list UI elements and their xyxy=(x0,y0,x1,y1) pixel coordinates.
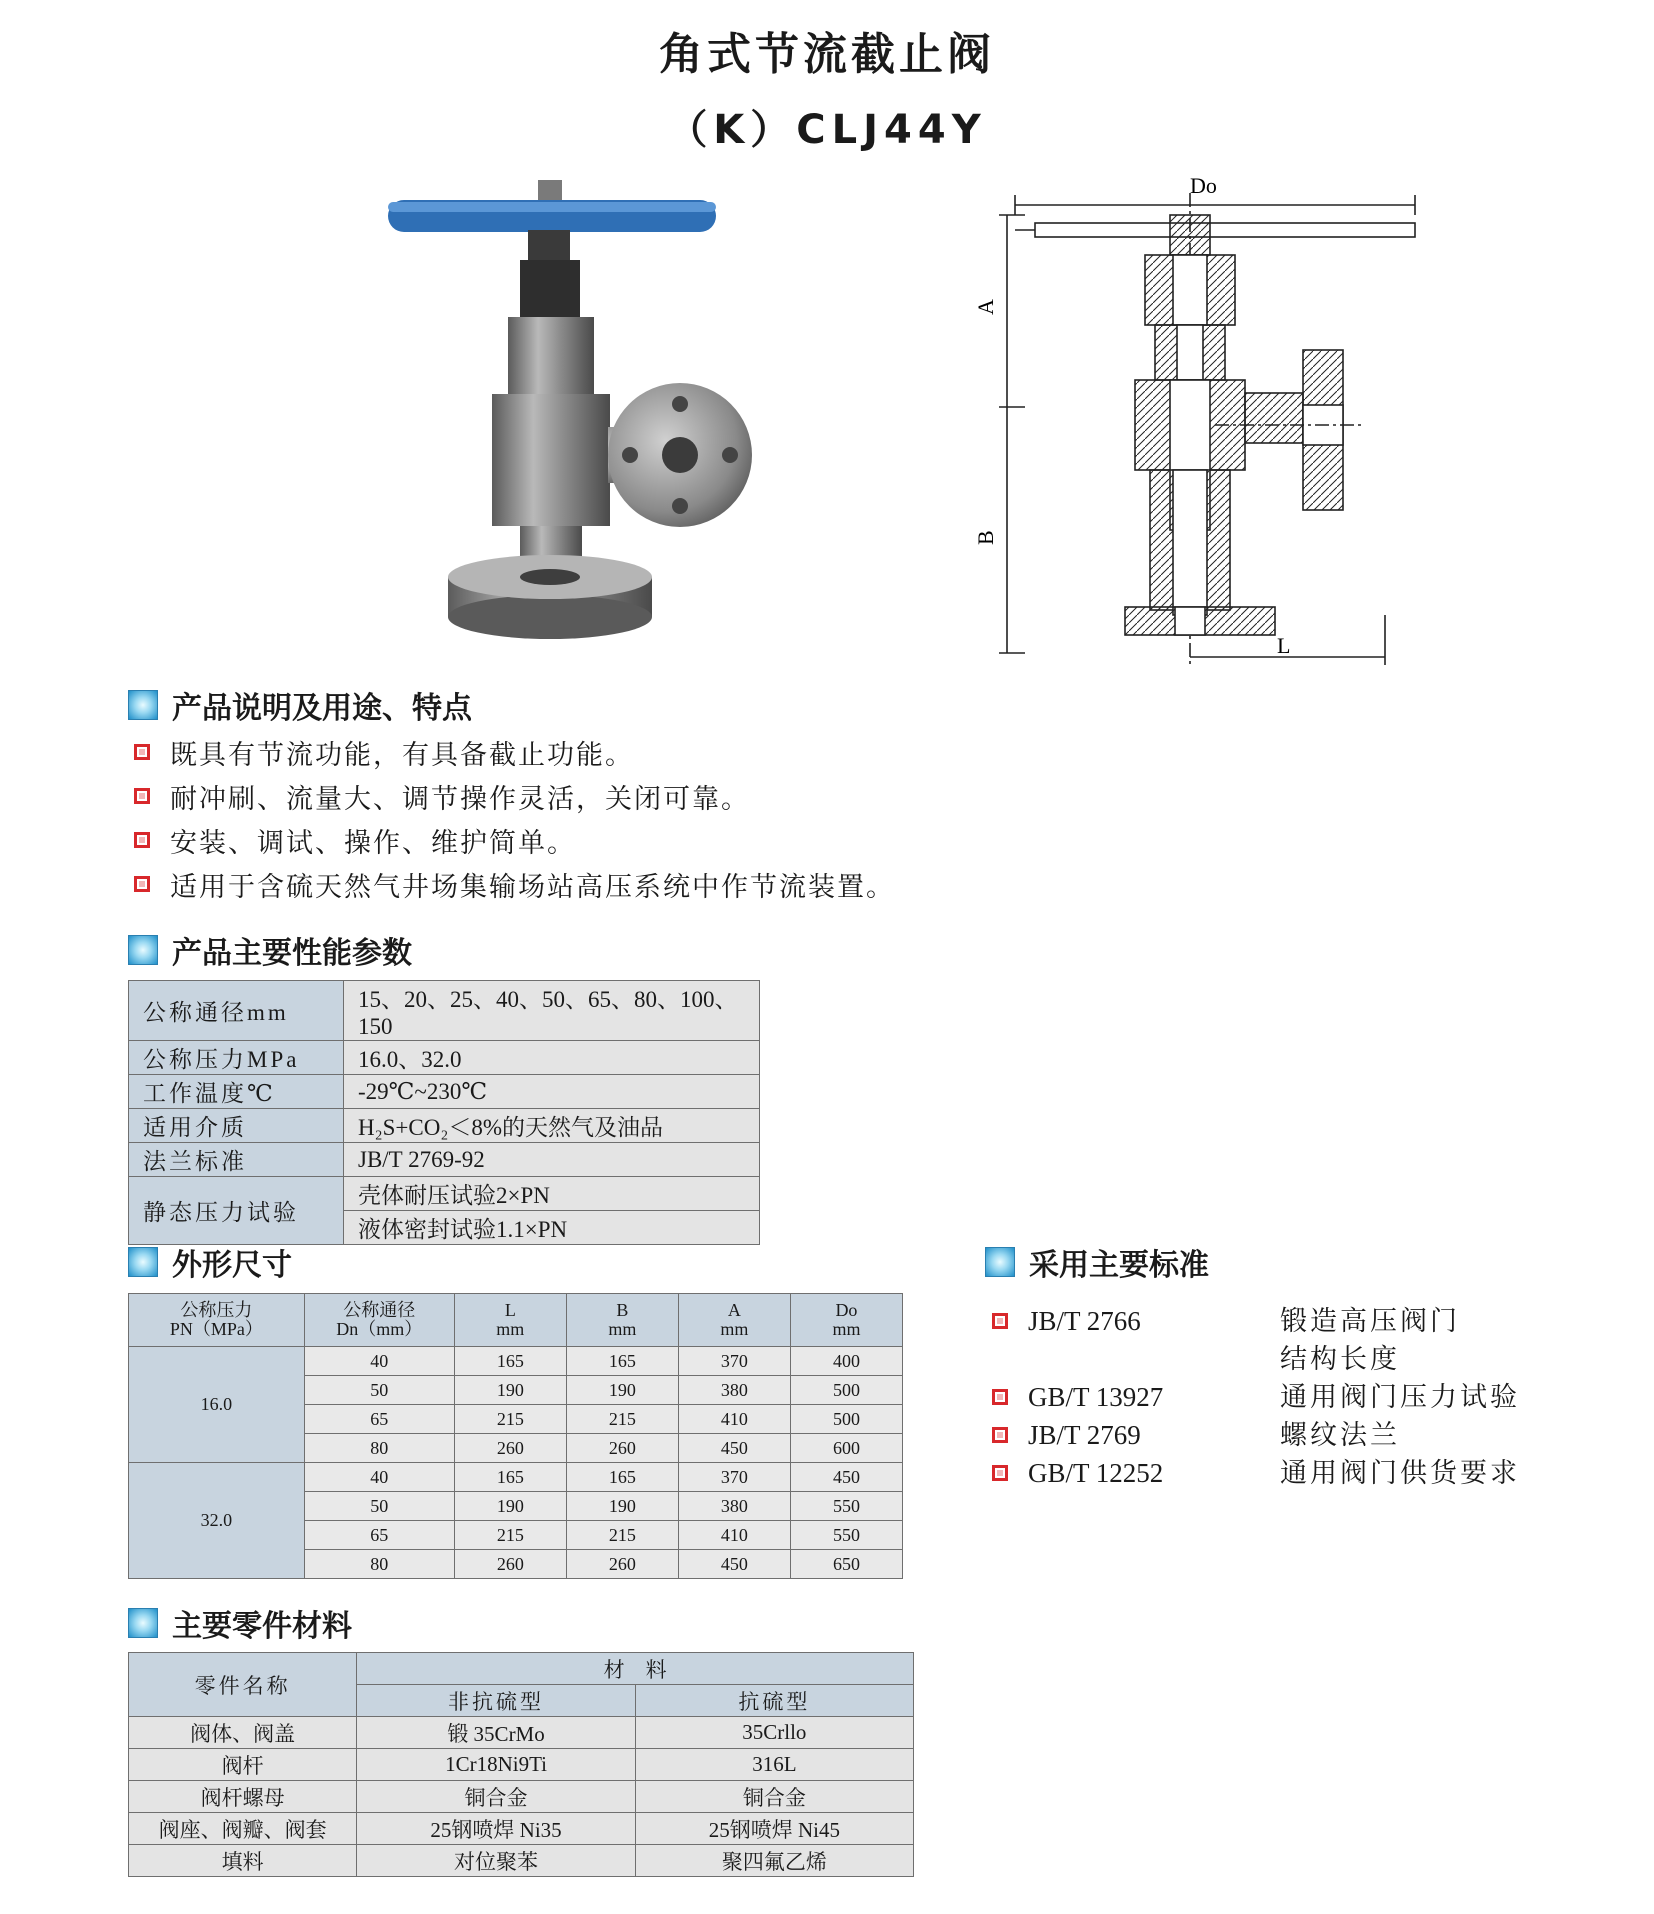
section-square-icon xyxy=(128,1608,158,1638)
features-heading xyxy=(128,683,472,727)
section-square-icon xyxy=(128,1247,158,1277)
list-item: GB/T 13927 通用阀门压力试验 xyxy=(992,1378,1612,1416)
table-row: 50 190 190 380 550 xyxy=(129,1492,903,1521)
table-row: 65 215 215 410 550 xyxy=(129,1521,903,1550)
table-row: 50 190 190 380 500 xyxy=(129,1376,903,1405)
table-row: 阀杆螺母 铜合金 铜合金 xyxy=(129,1781,914,1813)
bullet-icon xyxy=(992,1313,1008,1329)
bullet-icon xyxy=(134,876,150,892)
table-row: 65 215 215 410 500 xyxy=(129,1405,903,1434)
materials-heading: 主要零件材料 xyxy=(128,1601,352,1645)
table-row: 填料 对位聚苯 聚四氟乙烯 xyxy=(129,1845,914,1877)
model-number: （K）CLJ44Y xyxy=(667,107,987,153)
list-item: GB/T 12252 通用阀门供货要求 xyxy=(992,1454,1612,1492)
dimensions-table xyxy=(128,1293,903,1579)
label-do: Do xyxy=(1190,173,1217,198)
list-item: 适用于含硫天然气井场集输场站高压系统中作节流装置。 xyxy=(134,862,1134,906)
page-title: 角式节流截止阀 xyxy=(659,29,995,80)
list-item: JB/T 2766 锻造高压阀门 xyxy=(992,1302,1612,1340)
label-a: A xyxy=(973,299,998,315)
valve-section-drawing xyxy=(973,173,1425,665)
performance-heading: 产品主要性能参数 xyxy=(128,928,412,972)
table-row: 液体密封试验1.1×PN xyxy=(129,1211,760,1245)
table-row: 16.0 40 165 165 370 400 xyxy=(129,1347,903,1376)
section-square-icon xyxy=(128,935,158,965)
bullet-icon xyxy=(134,832,150,848)
bullet-icon xyxy=(992,1465,1008,1481)
table-row: 工作温度℃ -29℃~230℃ xyxy=(129,1075,760,1109)
table-row: 公称压力MPa 16.0、32.0 xyxy=(129,1041,760,1075)
features-heading-text: 产品说明及用途、特点 xyxy=(172,691,472,726)
bullet-icon xyxy=(992,1427,1008,1443)
table-row: 32.0 40 165 165 370 450 xyxy=(129,1463,903,1492)
table-header-row: 零件名称 材 料 xyxy=(129,1653,914,1685)
dimensions-heading: 外形尺寸 xyxy=(128,1240,292,1284)
table-header-row: 非抗硫型 抗硫型 xyxy=(129,1685,914,1717)
table-row: 阀座、阀瓣、阀套 25钢喷焊 Ni35 25钢喷焊 Ni45 xyxy=(129,1813,914,1845)
section-square-icon xyxy=(985,1247,1015,1277)
list-item-continuation: 结构长度 xyxy=(1280,1344,1400,1374)
materials-table xyxy=(128,1652,914,1877)
features-list xyxy=(134,730,1134,906)
list-item: 安装、调试、操作、维护简单。 xyxy=(134,818,1134,862)
bullet-icon xyxy=(134,788,150,804)
label-b: B xyxy=(973,530,998,545)
label-l: L xyxy=(1277,633,1291,658)
valve-photo xyxy=(380,172,780,662)
bullet-icon xyxy=(992,1389,1008,1405)
table-row: 80 260 260 450 650 xyxy=(129,1550,903,1579)
standards-heading: 采用主要标准 xyxy=(985,1240,1209,1284)
table-row: 80 260 260 450 600 xyxy=(129,1434,903,1463)
table-row: 法兰标准 JB/T 2769-92 xyxy=(129,1143,760,1177)
table-row: 阀杆 1Cr18Ni9Ti 316L xyxy=(129,1749,914,1781)
table-header-row: 公称压力 PN（MPa） 公称通径 Dn（mm） L mm B mm A mm Do mm xyxy=(129,1294,903,1347)
standards-list xyxy=(992,1302,1612,1492)
bullet-icon xyxy=(134,744,150,760)
list-item: JB/T 2769 螺纹法兰 xyxy=(992,1416,1612,1454)
section-square-icon xyxy=(128,690,158,720)
table-row: 适用介质 H₂S+CO₂＜8%的天然气及油品 xyxy=(129,1109,760,1143)
list-item: 既具有节流功能，有具备截止功能。 xyxy=(134,730,1134,774)
performance-table xyxy=(128,980,760,1245)
table-row: 阀体、阀盖 锻 35CrMo 35Crllo xyxy=(129,1717,914,1749)
list-item: 耐冲刷、流量大、调节操作灵活，关闭可靠。 xyxy=(134,774,1134,818)
table-row: 公称通径mm 15、20、25、40、50、65、80、100、150 xyxy=(129,981,760,1041)
table-row: 静态压力试验 壳体耐压试验2×PN xyxy=(129,1177,760,1211)
